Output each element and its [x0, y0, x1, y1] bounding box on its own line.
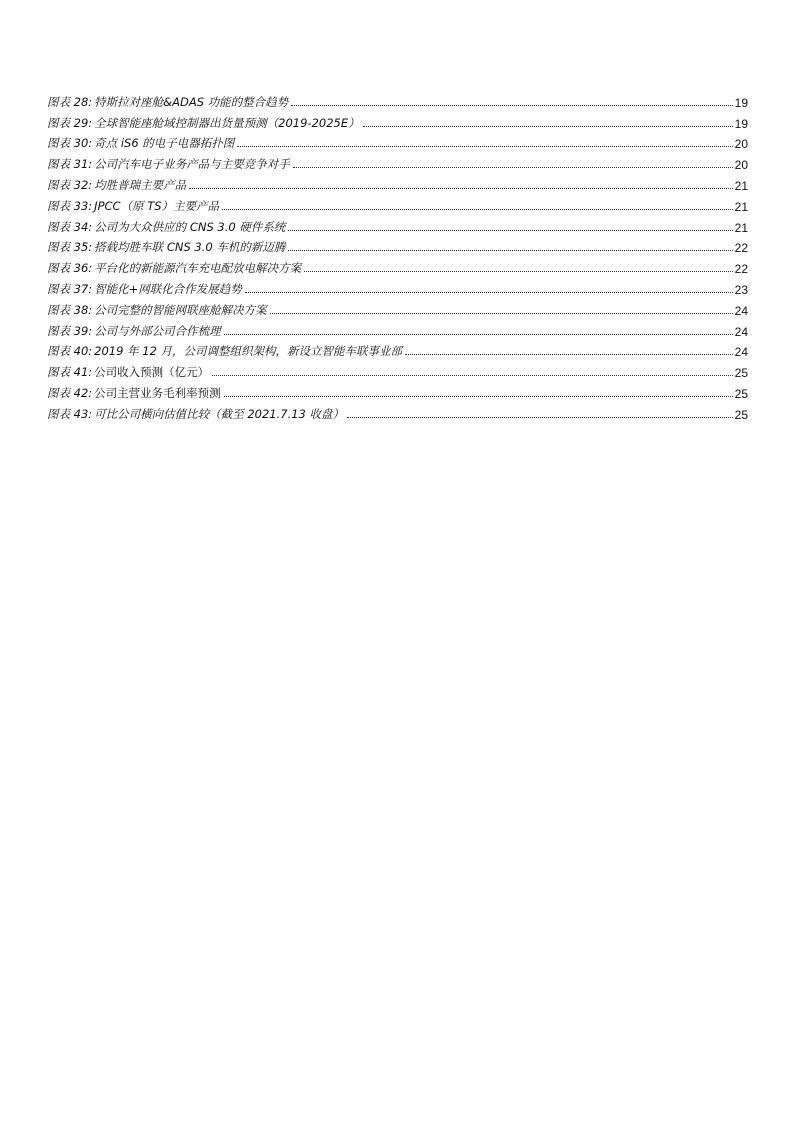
toc-entry-title: 公司收入预测（亿元）: [94, 365, 210, 380]
toc-entry-title: 智能化+网联化合作发展趋势: [94, 281, 242, 296]
toc-entry[interactable]: [47, 401, 748, 422]
toc-entry[interactable]: [47, 255, 748, 276]
toc-entry-page-number: 24: [734, 345, 748, 360]
toc-entry[interactable]: [47, 89, 748, 110]
toc-entry-title: JPCC（原 TS）主要产品: [94, 198, 220, 213]
toc-entry-label: 图表 32:: [47, 177, 93, 192]
dot-leader: [293, 166, 733, 168]
dot-leader: [270, 312, 733, 314]
dot-leader: [288, 229, 732, 231]
toc-entry-page-number: 25: [734, 386, 748, 401]
toc-entry-title: 公司为大众供应的 CNS 3.0 硬件系统: [94, 219, 286, 234]
toc-entry[interactable]: [47, 276, 748, 297]
toc-entry-page-number: 19: [734, 95, 748, 110]
toc-entry-label: 图表 34:: [47, 219, 93, 234]
toc-entry-title: 均胜普瑞主要产品: [94, 177, 187, 192]
figure-table-of-contents: [47, 89, 748, 422]
toc-entry[interactable]: [47, 380, 748, 401]
toc-entry[interactable]: [47, 131, 748, 152]
toc-entry-page-number: 24: [734, 324, 748, 339]
toc-entry-page-number: 21: [734, 199, 748, 214]
toc-entry-label: 图表 41:: [47, 365, 93, 380]
toc-entry-page-number: 20: [734, 158, 748, 173]
dot-leader: [291, 104, 732, 106]
dot-leader: [288, 249, 732, 251]
toc-entry-page-number: 22: [734, 262, 748, 277]
toc-entry-title: 全球智能座舱域控制器出货量预测（2019-2025E）: [94, 115, 360, 130]
toc-entry-title: 公司汽车电子业务产品与主要竞争对手: [94, 157, 290, 172]
toc-entry-label: 图表 39:: [47, 323, 93, 338]
toc-entry[interactable]: [47, 339, 748, 360]
toc-entry[interactable]: [47, 214, 748, 235]
toc-entry-label: 图表 28:: [47, 94, 93, 109]
toc-entry-page-number: 25: [734, 407, 748, 422]
toc-entry-label: 图表 30:: [47, 136, 93, 151]
toc-entry-title: 公司完整的智能网联座舱解决方案: [94, 302, 267, 317]
dot-leader: [347, 416, 733, 418]
toc-entry-title: 2019 年 12 月，公司调整组织架构，新设立智能车联事业部: [94, 344, 403, 359]
toc-entry-page-number: 23: [734, 282, 748, 297]
toc-entry-page-number: 25: [734, 366, 748, 381]
toc-entry[interactable]: [47, 110, 748, 131]
toc-entry-label: 图表 35:: [47, 240, 93, 255]
toc-entry-page-number: 21: [734, 220, 748, 235]
toc-entry-title: 公司主营业务毛利率预测: [94, 385, 221, 400]
toc-entry[interactable]: [47, 235, 748, 256]
dot-leader: [224, 395, 733, 397]
toc-entry-title: 特斯拉对座舱&ADAS 功能的整合趋势: [94, 94, 289, 109]
toc-entry-label: 图表 29:: [47, 115, 93, 130]
toc-entry-title: 奇点 iS6 的电子电器拓扑图: [94, 136, 235, 151]
dot-leader: [304, 270, 732, 272]
toc-entry-page-number: 19: [734, 116, 748, 131]
toc-entry-label: 图表 37:: [47, 281, 93, 296]
toc-entry-title: 公司与外部公司合作梳理: [94, 323, 221, 338]
dot-leader: [224, 333, 733, 335]
dot-leader: [405, 353, 733, 355]
dot-leader: [245, 291, 733, 293]
dot-leader: [212, 374, 732, 376]
toc-entry-title: 搭载均胜车联 CNS 3.0 车机的新迈腾: [94, 240, 286, 255]
toc-entry[interactable]: [47, 297, 748, 318]
toc-entry-title: 平台化的新能源汽车充电配放电解决方案: [94, 261, 302, 276]
toc-entry-title: 可比公司横向估值比较（截至 2021.7.13 收盘）: [94, 406, 345, 421]
toc-entry-label: 图表 42:: [47, 385, 93, 400]
toc-entry[interactable]: [47, 172, 748, 193]
toc-entry[interactable]: [47, 193, 748, 214]
dot-leader: [237, 145, 732, 147]
toc-entry-label: 图表 43:: [47, 406, 93, 421]
dot-leader: [222, 208, 733, 210]
toc-entry[interactable]: [47, 151, 748, 172]
dot-leader: [189, 187, 732, 189]
toc-entry-label: 图表 40:: [47, 344, 93, 359]
toc-entry-label: 图表 38:: [47, 302, 93, 317]
toc-entry[interactable]: [47, 359, 748, 380]
toc-entry[interactable]: [47, 318, 748, 339]
toc-entry-page-number: 22: [734, 241, 748, 256]
toc-entry-page-number: 21: [734, 178, 748, 193]
dot-leader: [363, 125, 733, 127]
toc-entry-page-number: 20: [734, 137, 748, 152]
toc-entry-label: 图表 33:: [47, 198, 93, 213]
toc-entry-label: 图表 31:: [47, 157, 93, 172]
toc-entry-page-number: 24: [734, 303, 748, 318]
toc-entry-label: 图表 36:: [47, 261, 93, 276]
